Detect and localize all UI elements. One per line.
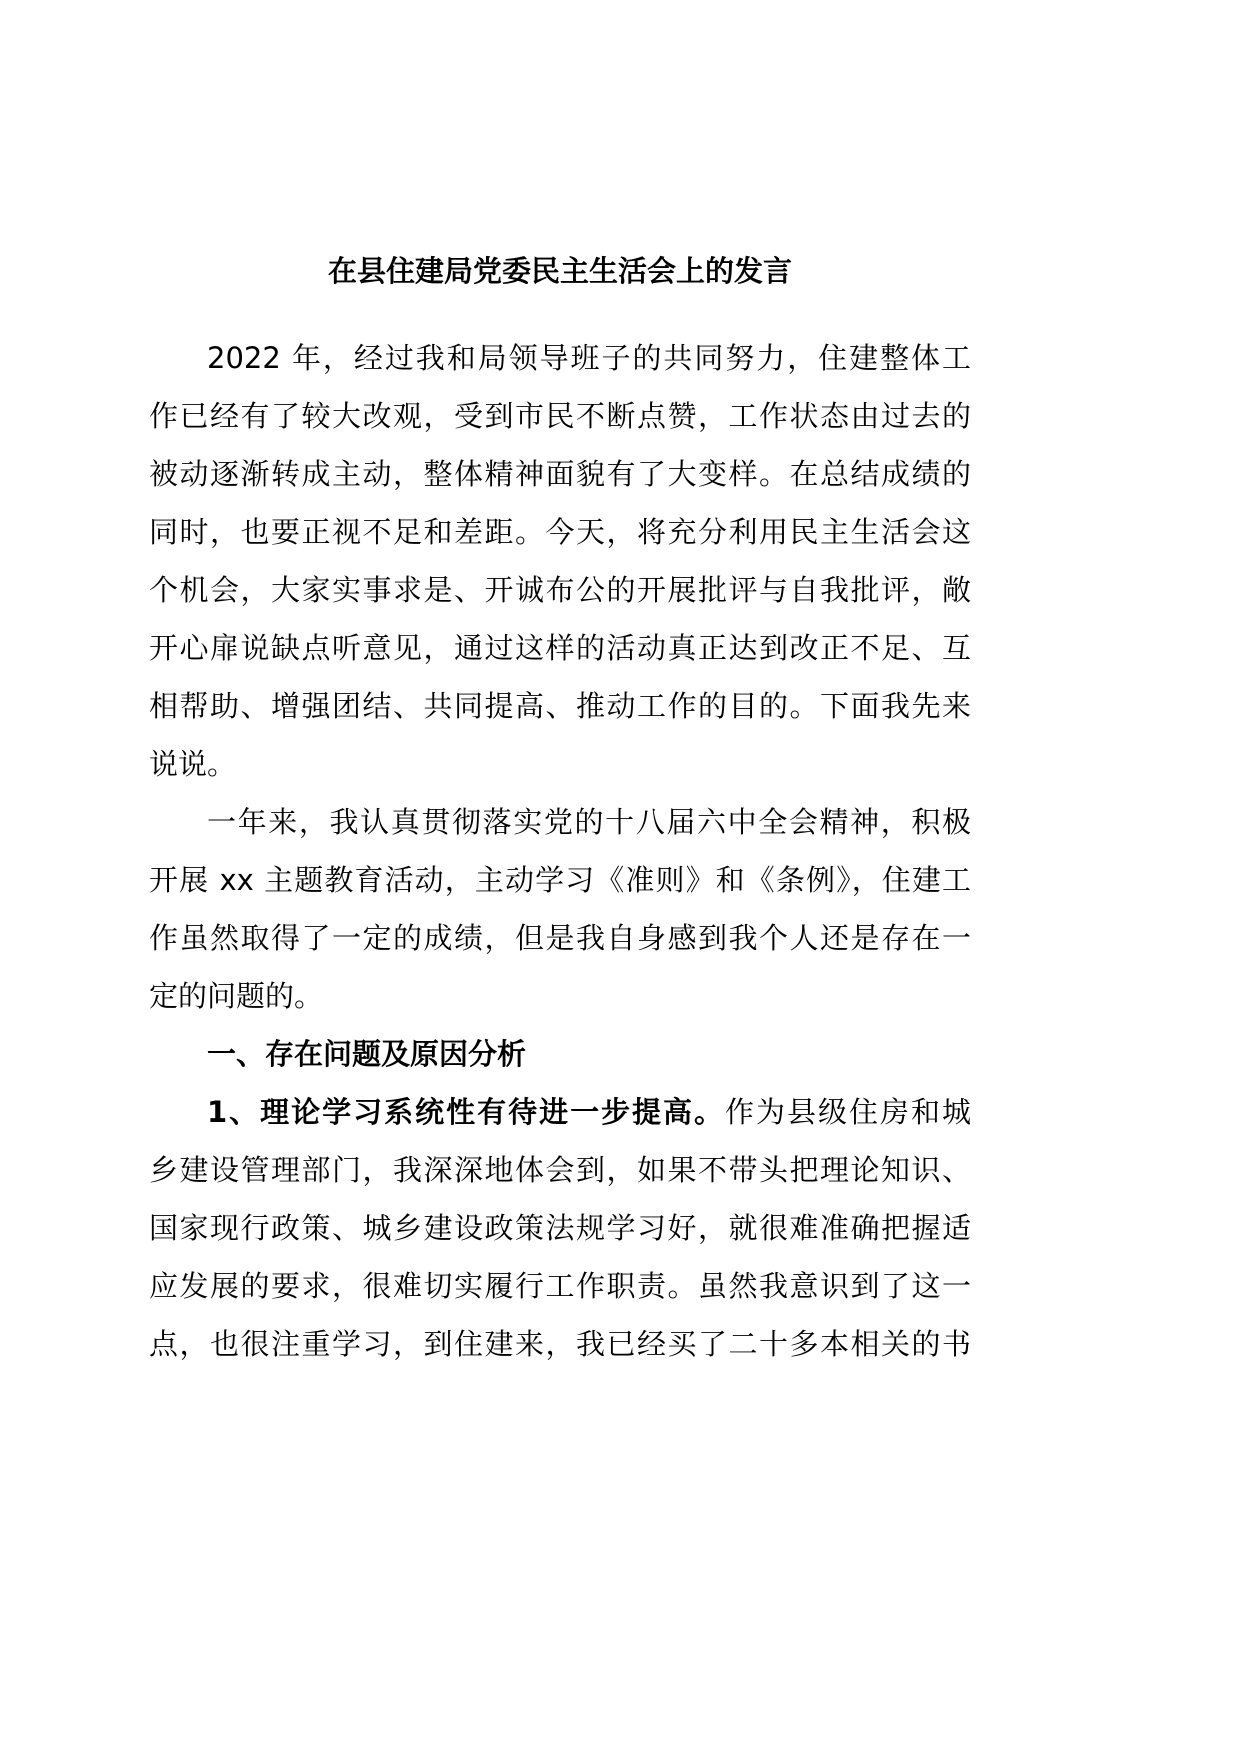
paragraph-line: 2022 年，经过我和局领导班子的共同努力，住建整体工: [207, 341, 971, 375]
section-heading: 一、存在问题及原因分析: [207, 1037, 527, 1071]
paragraph-line: 乡建设管理部门，我深深地体会到，如果不带头把理论知识、: [149, 1153, 971, 1187]
document-body: [149, 329, 971, 1373]
paragraph-line: 相帮助、增强团结、共同提高、推动工作的目的。下面我先来: [149, 689, 971, 723]
paragraph-line: 个机会，大家实事求是、开诚布公的开展批评与自我批评，敞: [149, 573, 971, 607]
paragraph-line: 一年来，我认真贯彻落实党的十八届六中全会精神，积极: [207, 805, 971, 839]
paragraph-line: 作已经有了较大改观，受到市民不断点赞，工作状态由过去的: [149, 399, 971, 433]
point-lead: 1、理论学习系统性有待进一步提高。: [207, 1095, 726, 1129]
document-title: 在县住建局党委民主生活会上的发言: [327, 254, 792, 288]
paragraph-line: 开展 xx 主题教育活动，主动学习《准则》和《条例》，住建工: [149, 863, 971, 897]
paragraph-year-review: [149, 793, 971, 1025]
paragraph-line: 被动逐渐转成主动，整体精神面貌有了大变样。在总结成绩的: [149, 457, 971, 491]
paragraph-line: 定的问题的。: [149, 979, 324, 1013]
paragraph-line: 国家现行政策、城乡建设政策法规学习好，就很难准确把握适: [149, 1211, 971, 1245]
paragraph-line: 说说。: [149, 747, 237, 781]
paragraph-line: 开心扉说缺点听意见，通过这样的活动真正达到改正不足、互: [149, 631, 971, 665]
paragraph-line: 同时，也要正视不足和差距。今天，将充分利用民主生活会这: [149, 515, 971, 549]
paragraph-point-1: [149, 1083, 971, 1373]
paragraph-line: 作虽然取得了一定的成绩，但是我自身感到我个人还是存在一: [149, 921, 971, 955]
point-lead-rest: 作为县级住房和城: [725, 1095, 971, 1129]
paragraph-line: [149, 1083, 971, 1141]
paragraph-line: 点，也很注重学习，到住建来，我已经买了二十多本相关的书: [149, 1327, 971, 1361]
paragraph-line: 应发展的要求，很难切实履行工作职责。虽然我意识到了这一: [149, 1269, 971, 1303]
paragraph-intro: [149, 329, 971, 793]
